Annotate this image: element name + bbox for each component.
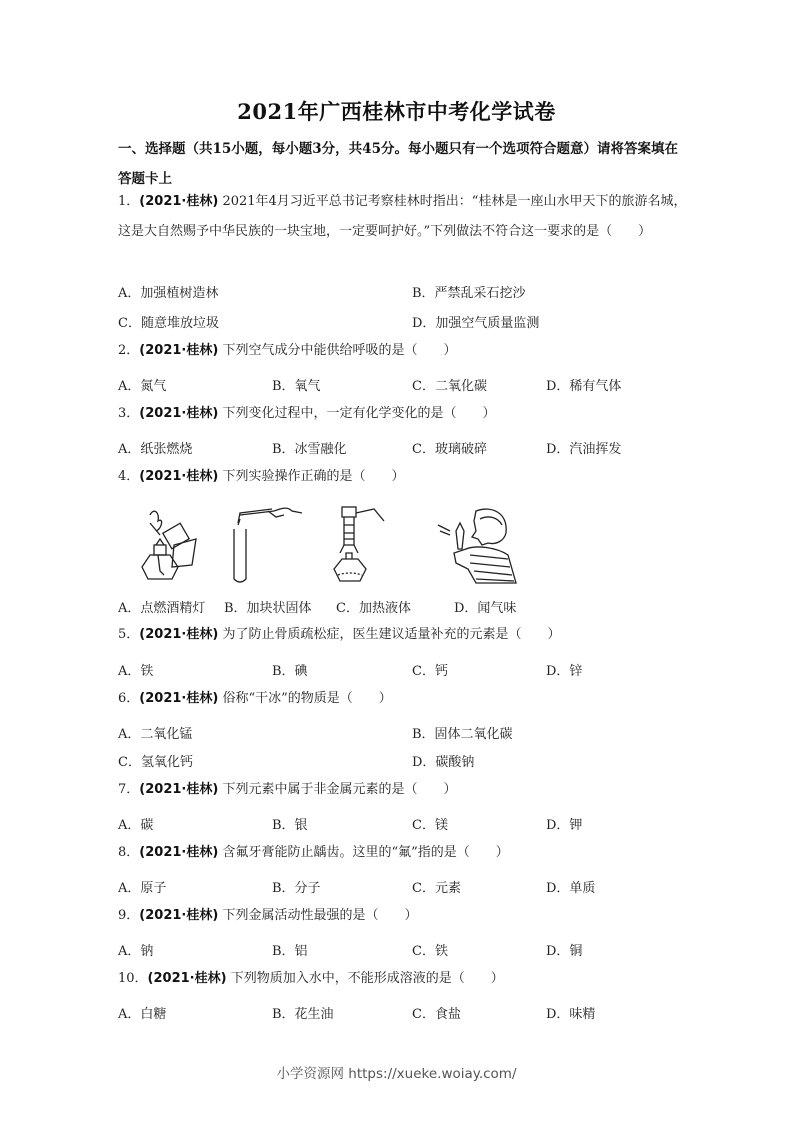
question-number: 10． xyxy=(118,971,148,986)
option-d: D．味精 xyxy=(546,1007,596,1022)
question-number: 4． xyxy=(118,469,140,484)
option-b: B．银 xyxy=(272,818,308,833)
option-d: D．钾 xyxy=(546,818,583,833)
question-source: (2021·桂林) xyxy=(139,469,219,484)
question-1 xyxy=(118,187,688,247)
option-d: D．稀有气体 xyxy=(546,379,622,394)
option-a: A．点燃酒精灯 xyxy=(118,601,206,616)
alcohol-lamp-lighting-figure xyxy=(136,505,198,583)
question-text: 2021年4月习近平总书记考察桂林时指出：“桂林是一座山水甲天下的旅游名城，这是大自然赐予中华民族的一块宝地，一定要呵护好。”下列做法不符合这一要求的是（ ） xyxy=(118,194,687,239)
question-3-options xyxy=(118,438,688,464)
option-d: D．单质 xyxy=(546,881,596,896)
option-b: B．加块状固体 xyxy=(224,601,312,616)
question-4-figures xyxy=(118,505,538,587)
question-number: 8． xyxy=(118,845,140,860)
question-text: 为了防止骨质疏松症，医生建议适量补充的元素是（ ） xyxy=(222,627,561,642)
question-text: 下列金属活动性最强的是（ ） xyxy=(222,908,418,923)
question-5-options xyxy=(118,660,688,686)
option-a: A．铁 xyxy=(118,664,154,679)
option-b: B．花生油 xyxy=(272,1007,334,1022)
question-5 xyxy=(118,620,688,650)
question-source: (2021·桂林) xyxy=(139,406,219,421)
option-a: A．钠 xyxy=(118,944,154,959)
option-b: B．碘 xyxy=(272,664,308,679)
option-c: C．二氧化碳 xyxy=(412,379,487,394)
question-7-options xyxy=(118,814,688,840)
question-text: 下列空气成分中能供给呼吸的是（ ） xyxy=(222,343,457,358)
option-c: C．玻璃破碎 xyxy=(412,442,487,457)
option-a: A．氮气 xyxy=(118,379,167,394)
option-a: A．二氧化锰 xyxy=(118,727,193,742)
page-title: 2021年广西桂林市中考化学试卷 xyxy=(237,99,556,124)
option-a: A．白糖 xyxy=(118,1007,167,1022)
question-source: (2021·桂林) xyxy=(139,343,219,358)
section-heading: 一、选择题（共15小题，每小题3分，共45分。每小题只有一个选项符合题意）请将答案填在答题卡上 xyxy=(118,141,678,187)
question-source: (2021·桂林) xyxy=(139,691,219,706)
option-a: A．加强植树造林 xyxy=(118,286,219,301)
option-c: C．食盐 xyxy=(412,1007,461,1022)
option-c: C．氢氧化钙 xyxy=(118,755,193,770)
option-a: A．纸张燃烧 xyxy=(118,442,193,457)
option-b: B．氧气 xyxy=(272,379,321,394)
option-d: D．汽油挥发 xyxy=(546,442,622,457)
question-8 xyxy=(118,838,688,868)
option-c: C．随意堆放垃圾 xyxy=(118,316,219,331)
question-source: (2021·桂林) xyxy=(139,782,219,797)
question-number: 5． xyxy=(118,627,140,642)
option-a: A．碳 xyxy=(118,818,154,833)
question-10-options xyxy=(118,1003,688,1029)
option-b: B．固体二氧化碳 xyxy=(412,727,513,742)
question-text: 下列元素中属于非金属元素的是（ ） xyxy=(222,782,457,797)
question-text: 下列实验操作正确的是（ ） xyxy=(222,469,405,484)
question-6-options xyxy=(118,723,688,749)
question-text: 下列变化过程中，一定有化学变化的是（ ） xyxy=(222,406,496,421)
question-text: 下列物质加入水中，不能形成溶液的是（ ） xyxy=(230,971,504,986)
option-c: C．镁 xyxy=(412,818,448,833)
question-10 xyxy=(118,964,688,994)
option-d: D．铜 xyxy=(546,944,583,959)
option-c: C．加热液体 xyxy=(336,601,411,616)
question-2 xyxy=(118,336,688,366)
question-8-options xyxy=(118,877,688,903)
question-6 xyxy=(118,684,688,714)
question-text: 俗称“干冰”的物质是（ ） xyxy=(222,691,392,706)
question-6-options-row2 xyxy=(118,751,688,777)
question-number: 2． xyxy=(118,343,140,358)
question-source: (2021·桂林) xyxy=(139,194,219,209)
question-4 xyxy=(118,462,688,492)
option-b: B．铝 xyxy=(272,944,308,959)
question-source: (2021·桂林) xyxy=(139,627,219,642)
question-2-options xyxy=(118,375,688,401)
question-source: (2021·桂林) xyxy=(139,908,219,923)
question-number: 1． xyxy=(118,194,140,209)
question-number: 6． xyxy=(118,691,140,706)
option-d: D．闻气味 xyxy=(454,601,517,616)
question-text: 含氟牙膏能防止龋齿。这里的“氟”指的是（ ） xyxy=(222,845,509,860)
option-d: D．加强空气质量监测 xyxy=(412,316,540,331)
question-source: (2021·桂林) xyxy=(147,971,227,986)
question-7 xyxy=(118,775,688,805)
question-3 xyxy=(118,399,688,429)
question-number: 7． xyxy=(118,782,140,797)
heating-liquid-figure xyxy=(328,505,388,585)
option-c: C．铁 xyxy=(412,944,448,959)
footer-watermark: 小学资源网 https://xueke.woiay.com/ xyxy=(276,1066,517,1082)
option-c: C．钙 xyxy=(412,664,448,679)
question-number: 3． xyxy=(118,406,140,421)
smelling-gas-figure xyxy=(436,505,520,587)
question-1-options-row2 xyxy=(118,312,688,338)
option-c: C．元素 xyxy=(412,881,461,896)
option-b: B．严禁乱采石挖沙 xyxy=(412,286,526,301)
adding-solid-figure xyxy=(230,505,306,585)
option-b: B．分子 xyxy=(272,881,321,896)
option-a: A．原子 xyxy=(118,881,167,896)
option-b: B．冰雪融化 xyxy=(272,442,347,457)
question-9-options xyxy=(118,940,688,966)
option-d: D．碳酸钠 xyxy=(412,755,475,770)
question-number: 9． xyxy=(118,908,140,923)
question-9 xyxy=(118,901,688,931)
question-1-options xyxy=(118,282,688,308)
question-source: (2021·桂林) xyxy=(139,845,219,860)
option-d: D．锌 xyxy=(546,664,583,679)
